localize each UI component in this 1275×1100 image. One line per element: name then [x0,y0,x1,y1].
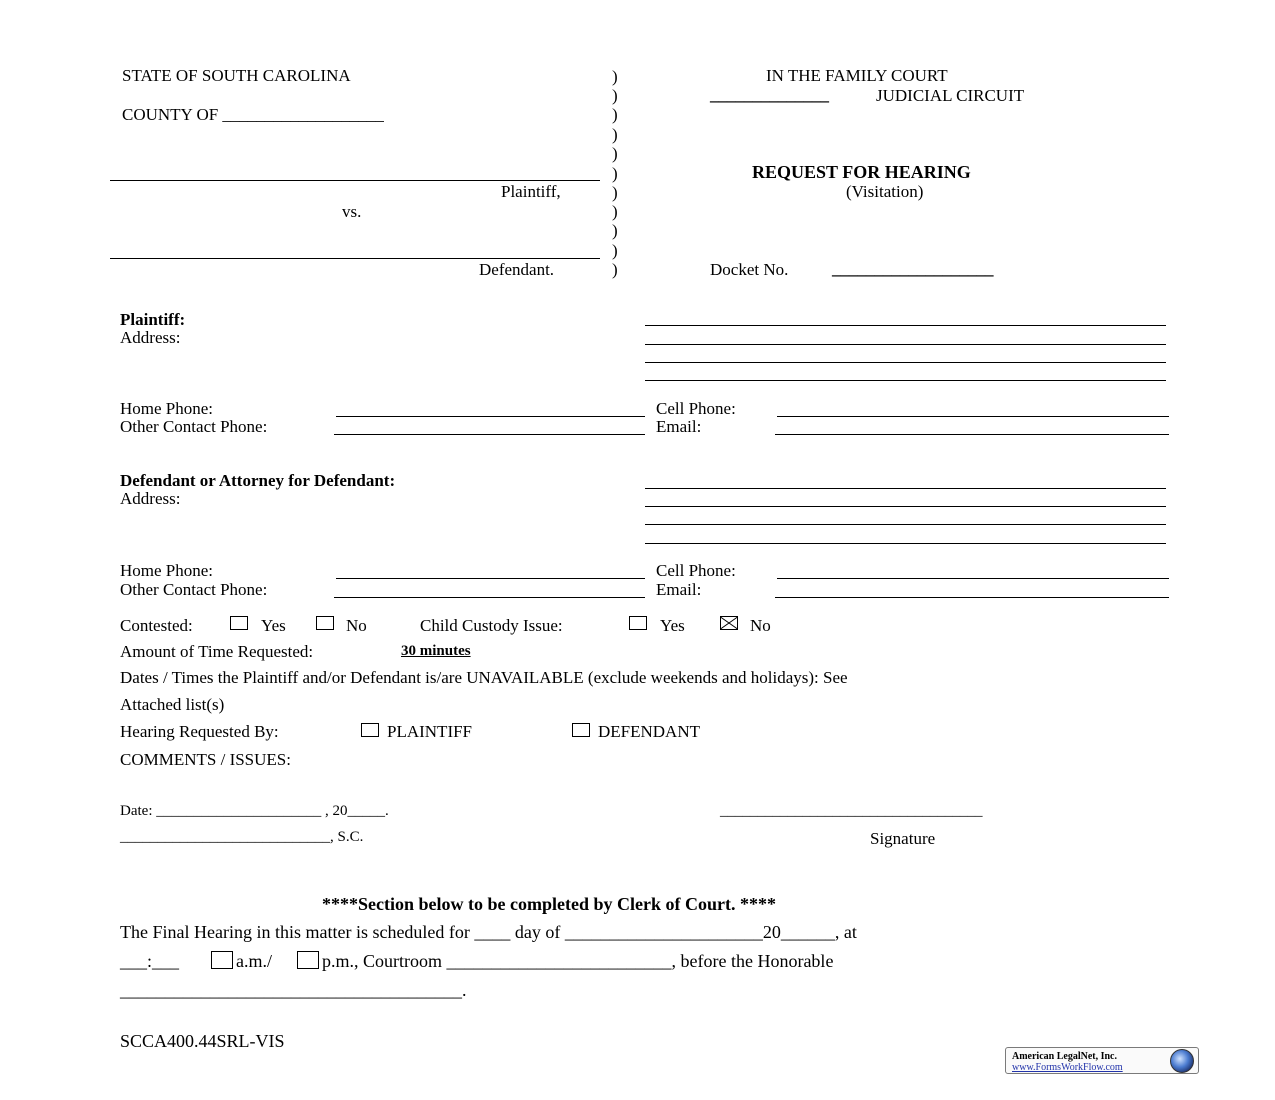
plaintiff-other-phone-label: Other Contact Phone: [120,417,268,436]
pm-checkbox[interactable] [297,951,319,969]
hearing-time-blank[interactable]: ___:___ [120,951,180,971]
caption-paren: ) [612,144,618,163]
caption-paren: ) [612,260,618,279]
plaintiff-heading: Plaintiff: [120,310,186,329]
plaintiff-address-line[interactable] [645,362,1166,363]
caption-paren: ) [612,221,618,240]
clerk-section-heading: ****Section below to be completed by Clerk of Court. **** [322,894,776,914]
document-subtitle: (Visitation) [846,182,924,201]
document-title: REQUEST FOR HEARING [752,162,971,182]
caption-paren: ) [612,241,618,260]
unavailable-text: Dates / Times the Plaintiff and/or Defendant is/are UNAVAILABLE (exclude weekends and holidays): See [120,668,848,687]
signature-line[interactable]: ___________________________________ [720,803,983,819]
plaintiff-email-line[interactable] [775,434,1169,435]
pm-courtroom-line: p.m., Courtroom _________________________, before the Honorable [322,951,834,971]
defendant-cell-phone-line[interactable] [777,578,1169,579]
defendant-address-line[interactable] [645,506,1166,507]
comments-label: COMMENTS / ISSUES: [120,750,291,769]
requested-by-defendant-label: DEFENDANT [598,722,700,741]
custody-yes-label: Yes [660,616,685,635]
defendant-address-line[interactable] [645,543,1166,544]
defendant-email-label: Email: [656,580,702,599]
defendant-name-line[interactable] [110,258,600,259]
plaintiff-home-phone-line[interactable] [336,416,645,417]
defendant-heading: Defendant or Attorney for Defendant: [120,471,396,490]
versus-label: vs. [342,202,362,221]
plaintiff-cell-phone-label: Cell Phone: [656,399,736,418]
caption-paren: ) [612,183,618,202]
plaintiff-email-label: Email: [656,417,702,436]
docket-label: Docket No. [710,260,789,279]
circuit-label: JUDICIAL CIRCUIT [876,86,1025,105]
plaintiff-caption-label: Plaintiff, [501,182,561,201]
plaintiff-home-phone-label: Home Phone: [120,399,214,418]
contested-yes-checkbox[interactable] [230,616,248,630]
globe-icon [1170,1049,1194,1073]
unavailable-text-continued: Attached list(s) [120,695,225,714]
plaintiff-address-line[interactable] [645,380,1166,381]
custody-label: Child Custody Issue: [420,616,563,635]
logo-company-name: American LegalNet, Inc. [1012,1051,1117,1062]
defendant-home-phone-line[interactable] [336,578,645,579]
defendant-caption-label: Defendant. [479,260,555,279]
city-blank[interactable]: ____________________________ [120,829,330,845]
custody-yes-checkbox[interactable] [629,616,647,630]
defendant-address-line[interactable] [645,524,1166,525]
contested-label: Contested: [120,616,193,635]
docket-blank[interactable]: ___________________ [832,259,994,278]
state-suffix: , S.C. [330,829,364,845]
custody-no-label: No [750,616,771,635]
plaintiff-address-line[interactable] [645,344,1166,345]
am-label: a.m./ [236,951,272,971]
logo-website-link[interactable]: www.FormsWorkFlow.com [1012,1062,1123,1073]
defendant-cell-phone-label: Cell Phone: [656,561,736,580]
defendant-address-label: Address: [120,489,181,508]
circuit-blank[interactable]: ______________ [710,85,829,104]
plaintiff-name-line[interactable] [110,180,600,181]
plaintiff-other-phone-line[interactable] [334,434,645,435]
contested-no-label: No [346,616,367,635]
contested-yes-label: Yes [261,616,286,635]
judge-name-blank[interactable]: ______________________________________. [120,980,467,1000]
american-legalnet-logo[interactable] [1005,1047,1199,1074]
defendant-address-line[interactable] [645,488,1166,489]
requested-by-plaintiff-checkbox[interactable] [361,723,379,737]
form-code: SCCA400.44SRL-VIS [120,1031,285,1051]
caption-paren: ) [612,202,618,221]
plaintiff-address-label: Address: [120,328,181,347]
state-heading: STATE OF SOUTH CAROLINA [122,66,351,85]
signature-label: Signature [870,829,936,848]
city-line[interactable] [120,830,363,845]
defendant-other-phone-label: Other Contact Phone: [120,580,268,599]
requested-by-label: Hearing Requested By: [120,722,279,741]
am-checkbox[interactable] [211,951,233,969]
caption-paren: ) [612,125,618,144]
time-requested-value[interactable]: 30 minutes [401,643,471,659]
requested-by-defendant-checkbox[interactable] [572,723,590,737]
caption-paren: ) [612,164,618,183]
defendant-home-phone-label: Home Phone: [120,561,214,580]
date-line[interactable]: Date: ______________________ , 20_____. [120,803,389,819]
defendant-email-line[interactable] [775,597,1169,598]
plaintiff-cell-phone-line[interactable] [777,416,1169,417]
plaintiff-address-line[interactable] [645,325,1166,326]
defendant-other-phone-line[interactable] [334,597,645,598]
custody-no-checkbox[interactable] [720,616,738,630]
caption-paren: ) [612,67,618,86]
caption-paren: ) [612,86,618,105]
court-heading: IN THE FAMILY COURT [766,66,948,85]
contested-no-checkbox[interactable] [316,616,334,630]
requested-by-plaintiff-label: PLAINTIFF [387,722,473,741]
county-field[interactable]: COUNTY OF ___________________ [122,105,384,124]
time-requested-label: Amount of Time Requested: [120,642,314,661]
final-hearing-line: The Final Hearing in this matter is scheduled for ____ day of ______________________20______, at [120,922,857,942]
caption-paren: ) [612,105,618,124]
